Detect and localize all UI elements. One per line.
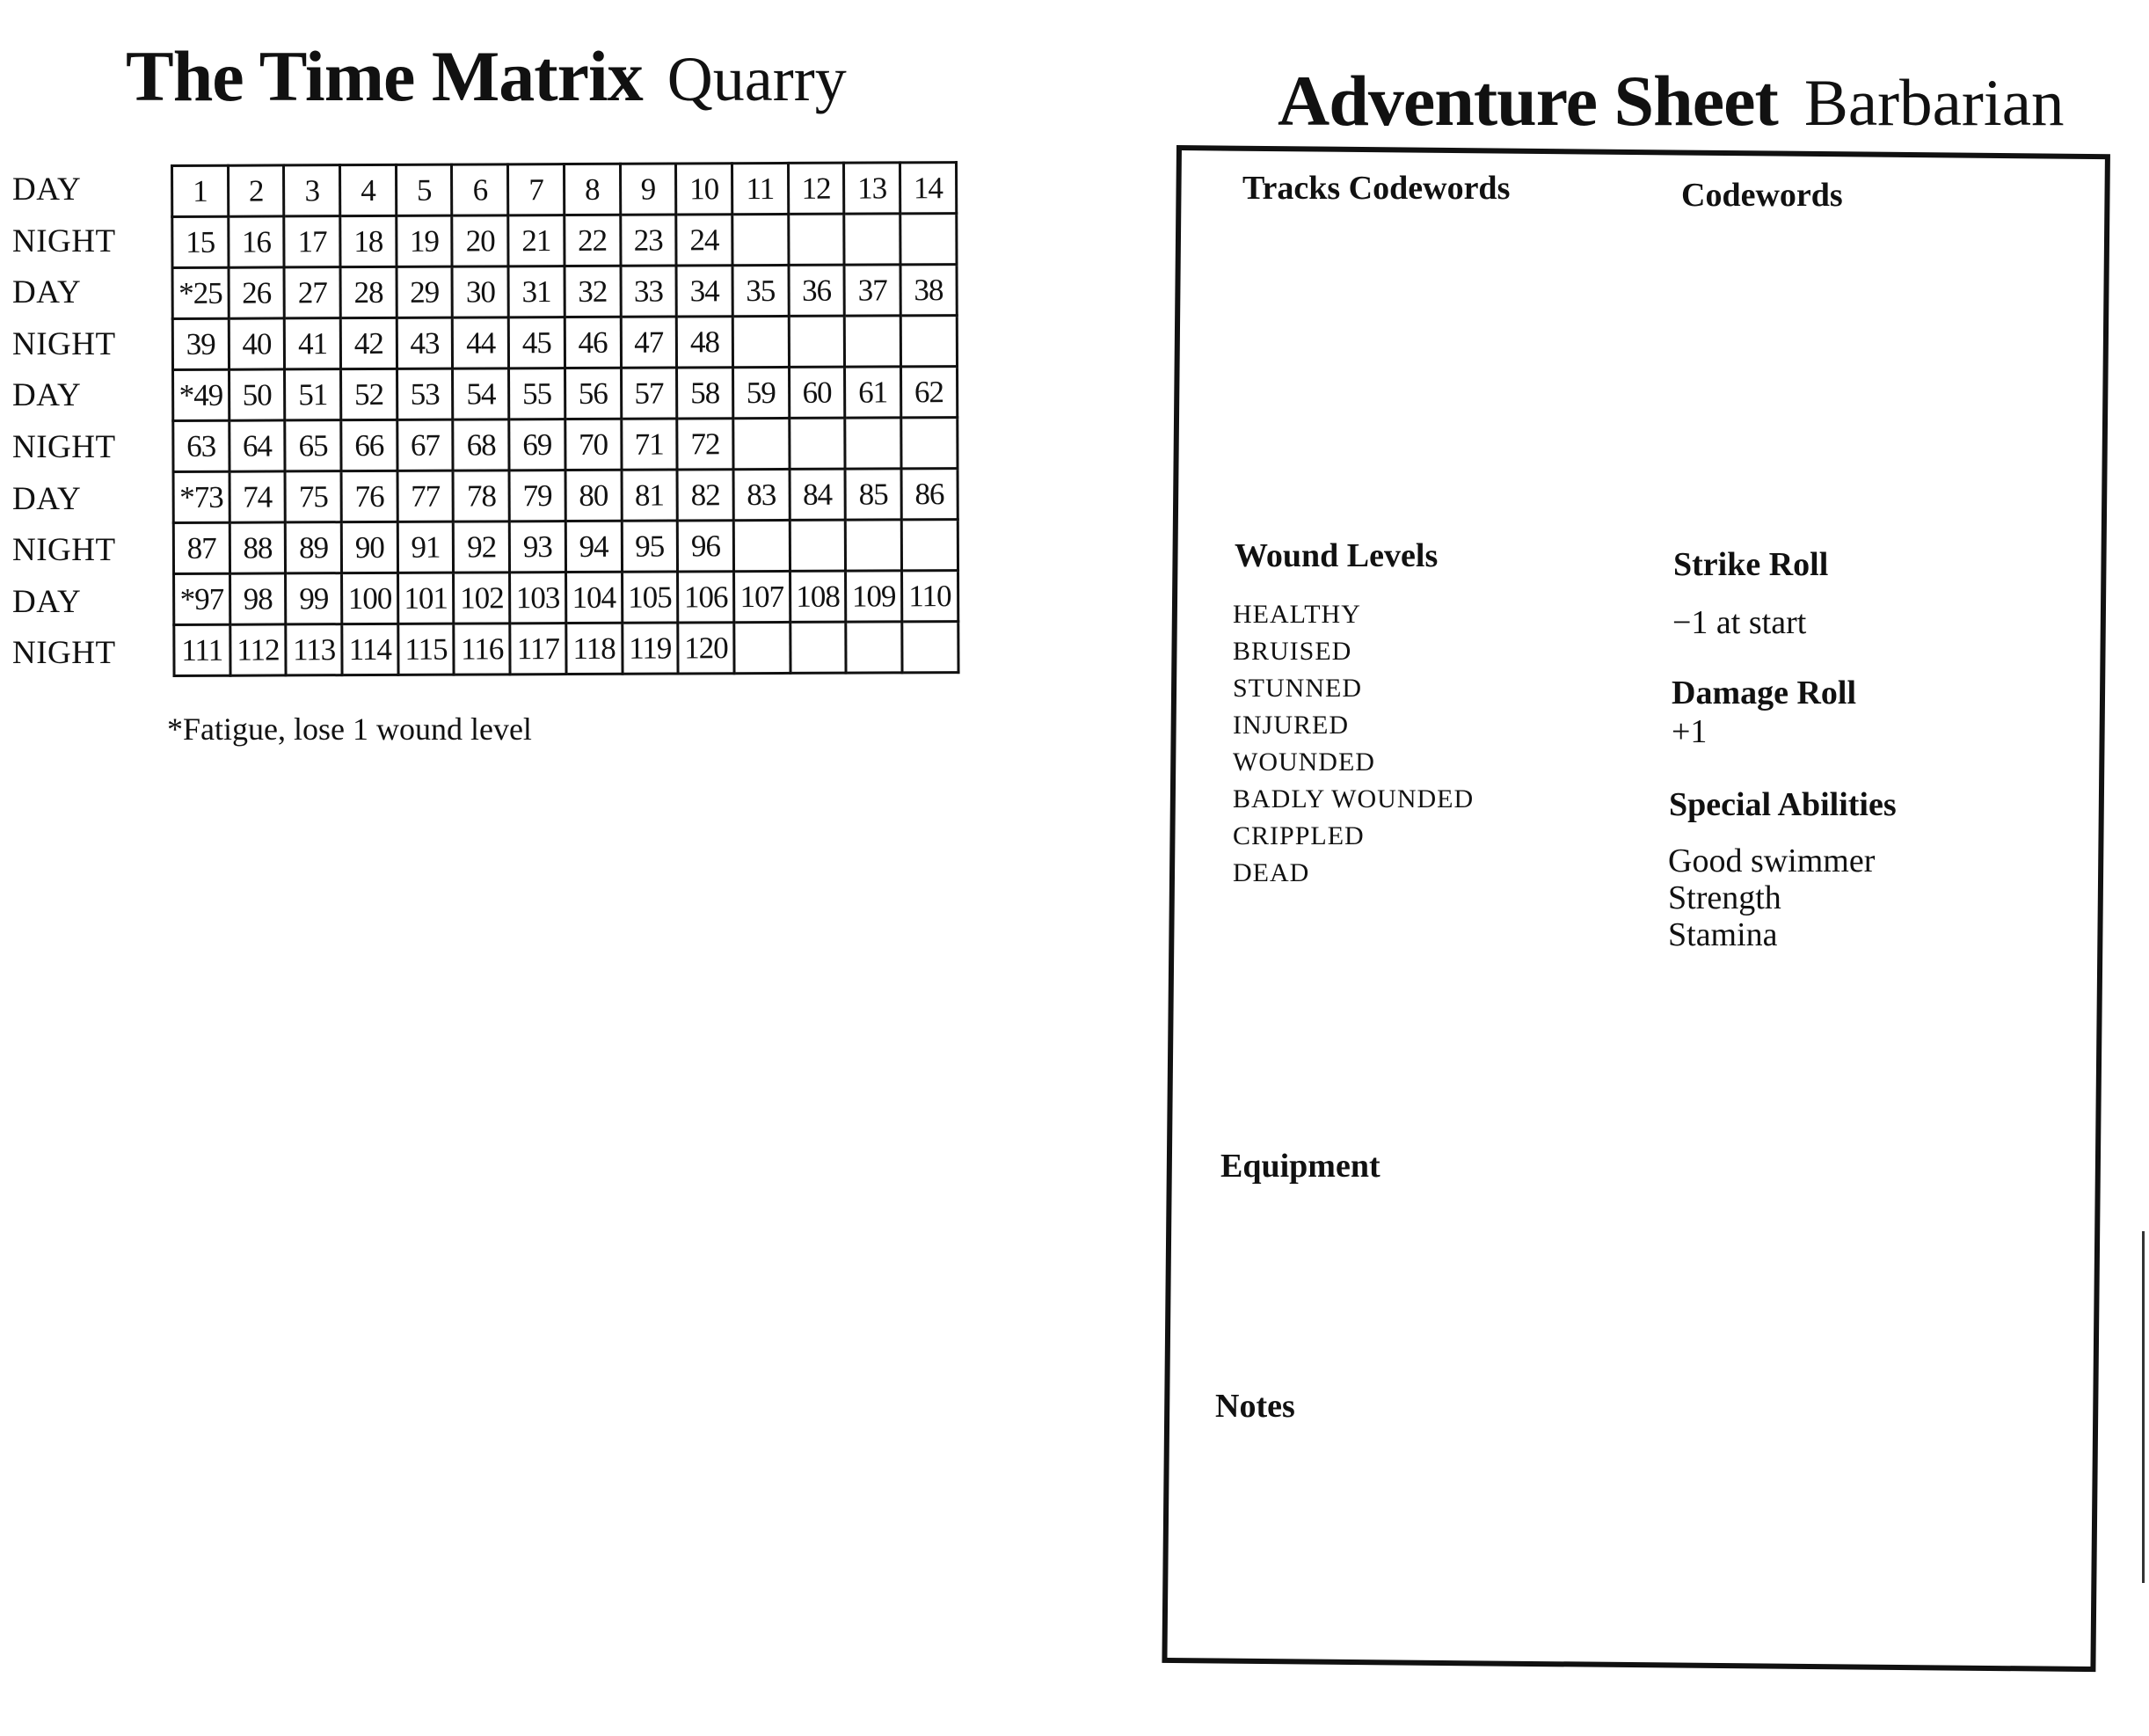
time-matrix-cell[interactable]: 99	[286, 573, 342, 624]
time-matrix-cell[interactable]: 13	[844, 163, 900, 214]
time-matrix-cell[interactable]: 33	[621, 266, 677, 317]
time-matrix-cell[interactable]: 104	[565, 572, 622, 623]
time-matrix-blank-cell[interactable]	[789, 418, 845, 469]
time-matrix-cell[interactable]: 118	[566, 623, 623, 674]
time-matrix-blank-cell[interactable]	[734, 622, 790, 673]
time-matrix-cell[interactable]: 52	[341, 368, 397, 419]
time-matrix-cell[interactable]: 83	[733, 469, 790, 520]
time-matrix-row	[172, 316, 957, 370]
time-matrix-cell[interactable]: 67	[397, 419, 454, 470]
time-matrix-cell[interactable]: *25	[172, 267, 229, 318]
time-matrix-cell[interactable]: 23	[620, 215, 676, 266]
time-matrix-blank-cell[interactable]	[789, 316, 845, 367]
time-matrix-cell[interactable]: 82	[677, 470, 733, 521]
time-matrix-cell[interactable]: 28	[340, 266, 397, 317]
wound-level-item[interactable]: CRIPPLED	[1233, 821, 1365, 850]
damage-roll-value: +1	[1672, 713, 1708, 750]
time-matrix-cell[interactable]: 27	[284, 267, 340, 318]
time-matrix-cell[interactable]: 21	[508, 215, 565, 266]
time-matrix-row-label: NIGHT	[12, 428, 116, 465]
time-matrix-cell[interactable]: 101	[397, 573, 454, 624]
time-matrix-cell[interactable]: 100	[342, 573, 398, 624]
time-matrix-cell[interactable]: 62	[900, 367, 957, 418]
time-matrix-cell[interactable]: 111	[174, 624, 230, 675]
time-matrix-cell[interactable]: 71	[621, 419, 677, 470]
time-matrix-cell[interactable]: 81	[622, 470, 678, 521]
time-matrix-blank-cell[interactable]	[733, 520, 790, 571]
time-matrix-cell[interactable]: 63	[173, 420, 229, 471]
time-matrix-cell[interactable]: 98	[229, 573, 286, 624]
time-matrix-cell[interactable]: 78	[453, 470, 509, 522]
wound-levels-heading: Wound Levels	[1235, 537, 1439, 574]
wound-level-item[interactable]: WOUNDED	[1233, 748, 1375, 777]
time-matrix-blank-cell[interactable]	[846, 622, 902, 673]
time-matrix-cell[interactable]: 22	[565, 215, 621, 266]
time-matrix-row	[174, 622, 958, 676]
time-matrix-cell[interactable]: 56	[565, 368, 621, 419]
time-matrix-cell[interactable]: 80	[565, 470, 622, 521]
time-matrix-blank-cell[interactable]	[844, 214, 900, 265]
time-matrix-cell[interactable]: 91	[397, 522, 454, 573]
wound-level-item[interactable]: HEALTHY	[1233, 600, 1361, 629]
time-matrix-blank-cell[interactable]	[732, 316, 789, 367]
time-matrix-cell[interactable]: 93	[509, 522, 565, 573]
fatigue-footnote: *Fatigue, lose 1 wound level	[167, 711, 532, 747]
time-matrix-cell[interactable]: 77	[397, 470, 454, 522]
time-matrix-cell[interactable]: *49	[173, 369, 229, 420]
time-matrix-cell[interactable]: 79	[509, 470, 565, 522]
time-matrix-row-label: NIGHT	[12, 325, 116, 362]
time-matrix-cell[interactable]: 68	[453, 419, 509, 470]
time-matrix-row-label: NIGHT	[12, 635, 116, 672]
time-matrix-row	[173, 469, 958, 523]
wound-level-item[interactable]: STUNNED	[1233, 674, 1362, 703]
time-matrix-cell[interactable]: 1	[172, 165, 229, 216]
time-matrix-row-label: NIGHT	[12, 532, 116, 569]
time-matrix-blank-cell[interactable]	[790, 622, 846, 673]
time-matrix-cell[interactable]: 69	[509, 419, 565, 470]
equipment-heading: Equipment	[1220, 1148, 1380, 1185]
time-matrix-title	[126, 35, 847, 118]
time-matrix-row-label: DAY	[12, 583, 82, 620]
time-matrix-cell[interactable]: 108	[790, 571, 846, 622]
time-matrix-blank-cell[interactable]	[845, 316, 901, 367]
time-matrix-cell[interactable]: 15	[172, 216, 229, 267]
time-matrix-cell[interactable]: 55	[509, 368, 565, 419]
time-matrix-cell[interactable]: 6	[452, 164, 508, 215]
time-matrix-cell[interactable]: 53	[397, 368, 453, 419]
special-ability-item: Stamina	[1668, 916, 1778, 953]
time-matrix-cell[interactable]: 112	[229, 624, 286, 675]
time-matrix-cell[interactable]: 47	[621, 317, 677, 368]
time-matrix-cell[interactable]: 3	[284, 165, 340, 216]
special-ability-item: Strength	[1668, 879, 1781, 916]
time-matrix-row	[173, 418, 958, 472]
time-matrix-cell[interactable]: 64	[229, 420, 285, 471]
adventure-sheet-title	[1278, 60, 2065, 142]
time-matrix-cell[interactable]: 14	[900, 163, 956, 214]
time-matrix-cell[interactable]: 16	[228, 216, 284, 267]
time-matrix-cell[interactable]: 90	[341, 522, 397, 573]
time-matrix-cell[interactable]: 96	[677, 521, 733, 572]
time-matrix-blank-cell[interactable]	[901, 520, 958, 571]
time-matrix-cell[interactable]: 9	[620, 164, 676, 215]
time-matrix-cell[interactable]: 86	[901, 469, 958, 520]
time-matrix-cell[interactable]: 18	[340, 215, 397, 266]
time-matrix-row-labels	[12, 164, 171, 680]
time-matrix-cell[interactable]: 92	[454, 522, 510, 573]
time-matrix-cell[interactable]: 107	[733, 571, 790, 622]
wound-level-item[interactable]: DEAD	[1233, 858, 1310, 887]
time-matrix-cell[interactable]: 84	[790, 469, 846, 520]
time-matrix-cell[interactable]: 65	[285, 420, 341, 471]
time-matrix-cell[interactable]: 40	[229, 318, 285, 369]
time-matrix-cell[interactable]: 88	[229, 522, 286, 573]
time-matrix-cell[interactable]: 30	[452, 266, 508, 317]
time-matrix-row-label: DAY	[12, 171, 82, 208]
time-matrix-cell[interactable]: 12	[788, 163, 844, 214]
time-matrix-cell[interactable]: 31	[508, 266, 565, 317]
time-matrix-row-label: DAY	[12, 377, 82, 414]
time-matrix-cell[interactable]: 61	[845, 367, 901, 418]
special-abilities-list	[1668, 842, 1875, 953]
time-matrix-cell[interactable]: 17	[284, 216, 340, 267]
time-matrix-cell[interactable]: 7	[508, 164, 565, 215]
time-matrix-cell[interactable]: 42	[340, 317, 397, 368]
codewords-heading: Codewords	[1681, 177, 1843, 214]
time-matrix-row	[172, 214, 957, 268]
time-matrix-cell[interactable]: 51	[285, 369, 341, 420]
damage-roll-heading: Damage Roll	[1672, 675, 1857, 711]
time-matrix-cell[interactable]: 60	[789, 367, 845, 418]
time-matrix-grid	[171, 161, 959, 677]
time-matrix-cell[interactable]: 48	[676, 317, 732, 368]
time-matrix-cell[interactable]: 20	[452, 215, 508, 266]
time-matrix-cell[interactable]: 57	[621, 368, 677, 419]
time-matrix-cell[interactable]: 43	[397, 317, 453, 368]
time-matrix-row	[172, 265, 957, 319]
time-matrix-cell[interactable]: 2	[228, 165, 284, 216]
time-matrix-blank-cell[interactable]	[846, 520, 902, 571]
time-matrix-cell[interactable]: 117	[510, 624, 566, 675]
time-matrix-cell[interactable]: 102	[454, 573, 510, 624]
time-matrix-cell[interactable]: 114	[342, 624, 398, 675]
time-matrix-cell[interactable]: 105	[622, 572, 678, 623]
time-matrix-cell[interactable]: 54	[453, 368, 509, 419]
time-matrix-cell[interactable]: 106	[678, 572, 734, 623]
time-matrix-row-label: NIGHT	[12, 222, 116, 259]
time-matrix-cell[interactable]: 26	[229, 267, 285, 318]
time-matrix-cell[interactable]: 72	[677, 419, 733, 470]
time-matrix-cell[interactable]: 46	[565, 317, 621, 368]
time-matrix-cell[interactable]: 76	[341, 470, 397, 522]
strike-roll-value: −1 at start	[1672, 604, 1807, 641]
time-matrix-cell[interactable]: 39	[172, 318, 229, 369]
time-matrix-row	[174, 571, 958, 625]
time-matrix-cell[interactable]: 19	[397, 215, 453, 266]
time-matrix-cell[interactable]: 41	[285, 318, 341, 369]
adventure-sheet-subtitle: Barbarian	[1803, 67, 2065, 140]
wound-level-item[interactable]: INJURED	[1233, 711, 1349, 740]
time-matrix-cell[interactable]: 11	[732, 163, 788, 214]
time-matrix-cell[interactable]: 29	[397, 266, 453, 317]
time-matrix-blank-cell[interactable]	[732, 214, 789, 265]
adventure-sheet-box	[1162, 145, 2110, 1672]
time-matrix-row-label: DAY	[12, 480, 82, 517]
time-matrix-cell[interactable]: 35	[732, 265, 789, 316]
time-matrix-cell[interactable]: 44	[453, 317, 509, 368]
time-matrix-cell[interactable]: 24	[676, 215, 732, 266]
time-matrix-cell[interactable]: 103	[510, 573, 566, 624]
time-matrix-cell[interactable]: 115	[398, 624, 455, 675]
time-matrix-cell[interactable]: 36	[789, 265, 845, 316]
time-matrix-subtitle: Quarry	[667, 44, 847, 114]
time-matrix-cell[interactable]: 8	[564, 164, 620, 215]
time-matrix-cell[interactable]: 4	[340, 164, 397, 215]
notes-heading: Notes	[1215, 1388, 1295, 1425]
time-matrix-cell[interactable]: 120	[678, 623, 734, 674]
time-matrix-cell[interactable]: 38	[900, 265, 957, 316]
time-matrix-cell[interactable]: 89	[286, 522, 342, 573]
time-matrix-row-label: DAY	[12, 274, 82, 311]
page-edge-mark	[2142, 1231, 2145, 1583]
time-matrix-row	[173, 520, 958, 574]
time-matrix-cell[interactable]: 116	[454, 624, 510, 675]
time-matrix-cell[interactable]: 50	[229, 369, 285, 420]
tracks-codewords-heading: Tracks Codewords	[1242, 170, 1511, 207]
time-matrix-cell[interactable]: *97	[174, 573, 230, 624]
time-matrix-cell[interactable]: 32	[565, 266, 621, 317]
time-matrix-row	[173, 367, 958, 421]
time-matrix-blank-cell[interactable]	[790, 520, 846, 571]
time-matrix-cell[interactable]: 110	[901, 571, 958, 622]
time-matrix-cell[interactable]: 5	[396, 164, 452, 215]
adventure-sheet-title-text: Adventure Sheet	[1278, 61, 1778, 141]
time-matrix-blank-cell[interactable]	[733, 418, 790, 469]
time-matrix-cell[interactable]: 75	[285, 471, 341, 522]
time-matrix-cell[interactable]: 95	[622, 521, 678, 572]
time-matrix-row	[172, 163, 957, 217]
time-matrix-blank-cell[interactable]	[902, 622, 958, 673]
time-matrix-blank-cell[interactable]	[901, 418, 958, 469]
time-matrix-cell[interactable]: 66	[341, 419, 397, 470]
time-matrix-cell[interactable]: 85	[845, 469, 901, 520]
time-matrix-cell[interactable]: 74	[229, 471, 286, 522]
time-matrix-cell[interactable]: 119	[622, 623, 678, 674]
time-matrix-blank-cell[interactable]	[788, 214, 844, 265]
time-matrix-blank-cell[interactable]	[900, 316, 957, 367]
time-matrix-cell[interactable]: *73	[173, 471, 229, 522]
time-matrix-cell[interactable]: 10	[676, 164, 732, 215]
strike-roll-heading: Strike Roll	[1673, 546, 1829, 583]
time-matrix-cell[interactable]: 34	[676, 266, 732, 317]
time-matrix-cell[interactable]: 113	[286, 624, 342, 675]
wound-level-item[interactable]: BRUISED	[1233, 637, 1352, 666]
time-matrix-cell[interactable]: 87	[173, 522, 229, 573]
time-matrix-blank-cell[interactable]	[900, 214, 957, 265]
special-abilities-heading: Special Abilities	[1669, 786, 1897, 823]
time-matrix-cell[interactable]: 59	[732, 367, 789, 418]
time-matrix-cell[interactable]: 58	[677, 368, 733, 419]
time-matrix-title-text: The Time Matrix	[126, 36, 643, 116]
time-matrix-cell[interactable]: 70	[565, 419, 622, 470]
time-matrix-cell[interactable]: 37	[844, 265, 900, 316]
time-matrix-cell[interactable]: 45	[508, 317, 565, 368]
time-matrix-cell[interactable]: 94	[565, 521, 622, 572]
special-ability-item: Good swimmer	[1668, 842, 1876, 879]
wound-level-item[interactable]: BADLY WOUNDED	[1233, 784, 1475, 813]
time-matrix-cell[interactable]: 109	[846, 571, 902, 622]
time-matrix-blank-cell[interactable]	[845, 418, 901, 469]
wound-levels-list	[1233, 596, 1474, 892]
